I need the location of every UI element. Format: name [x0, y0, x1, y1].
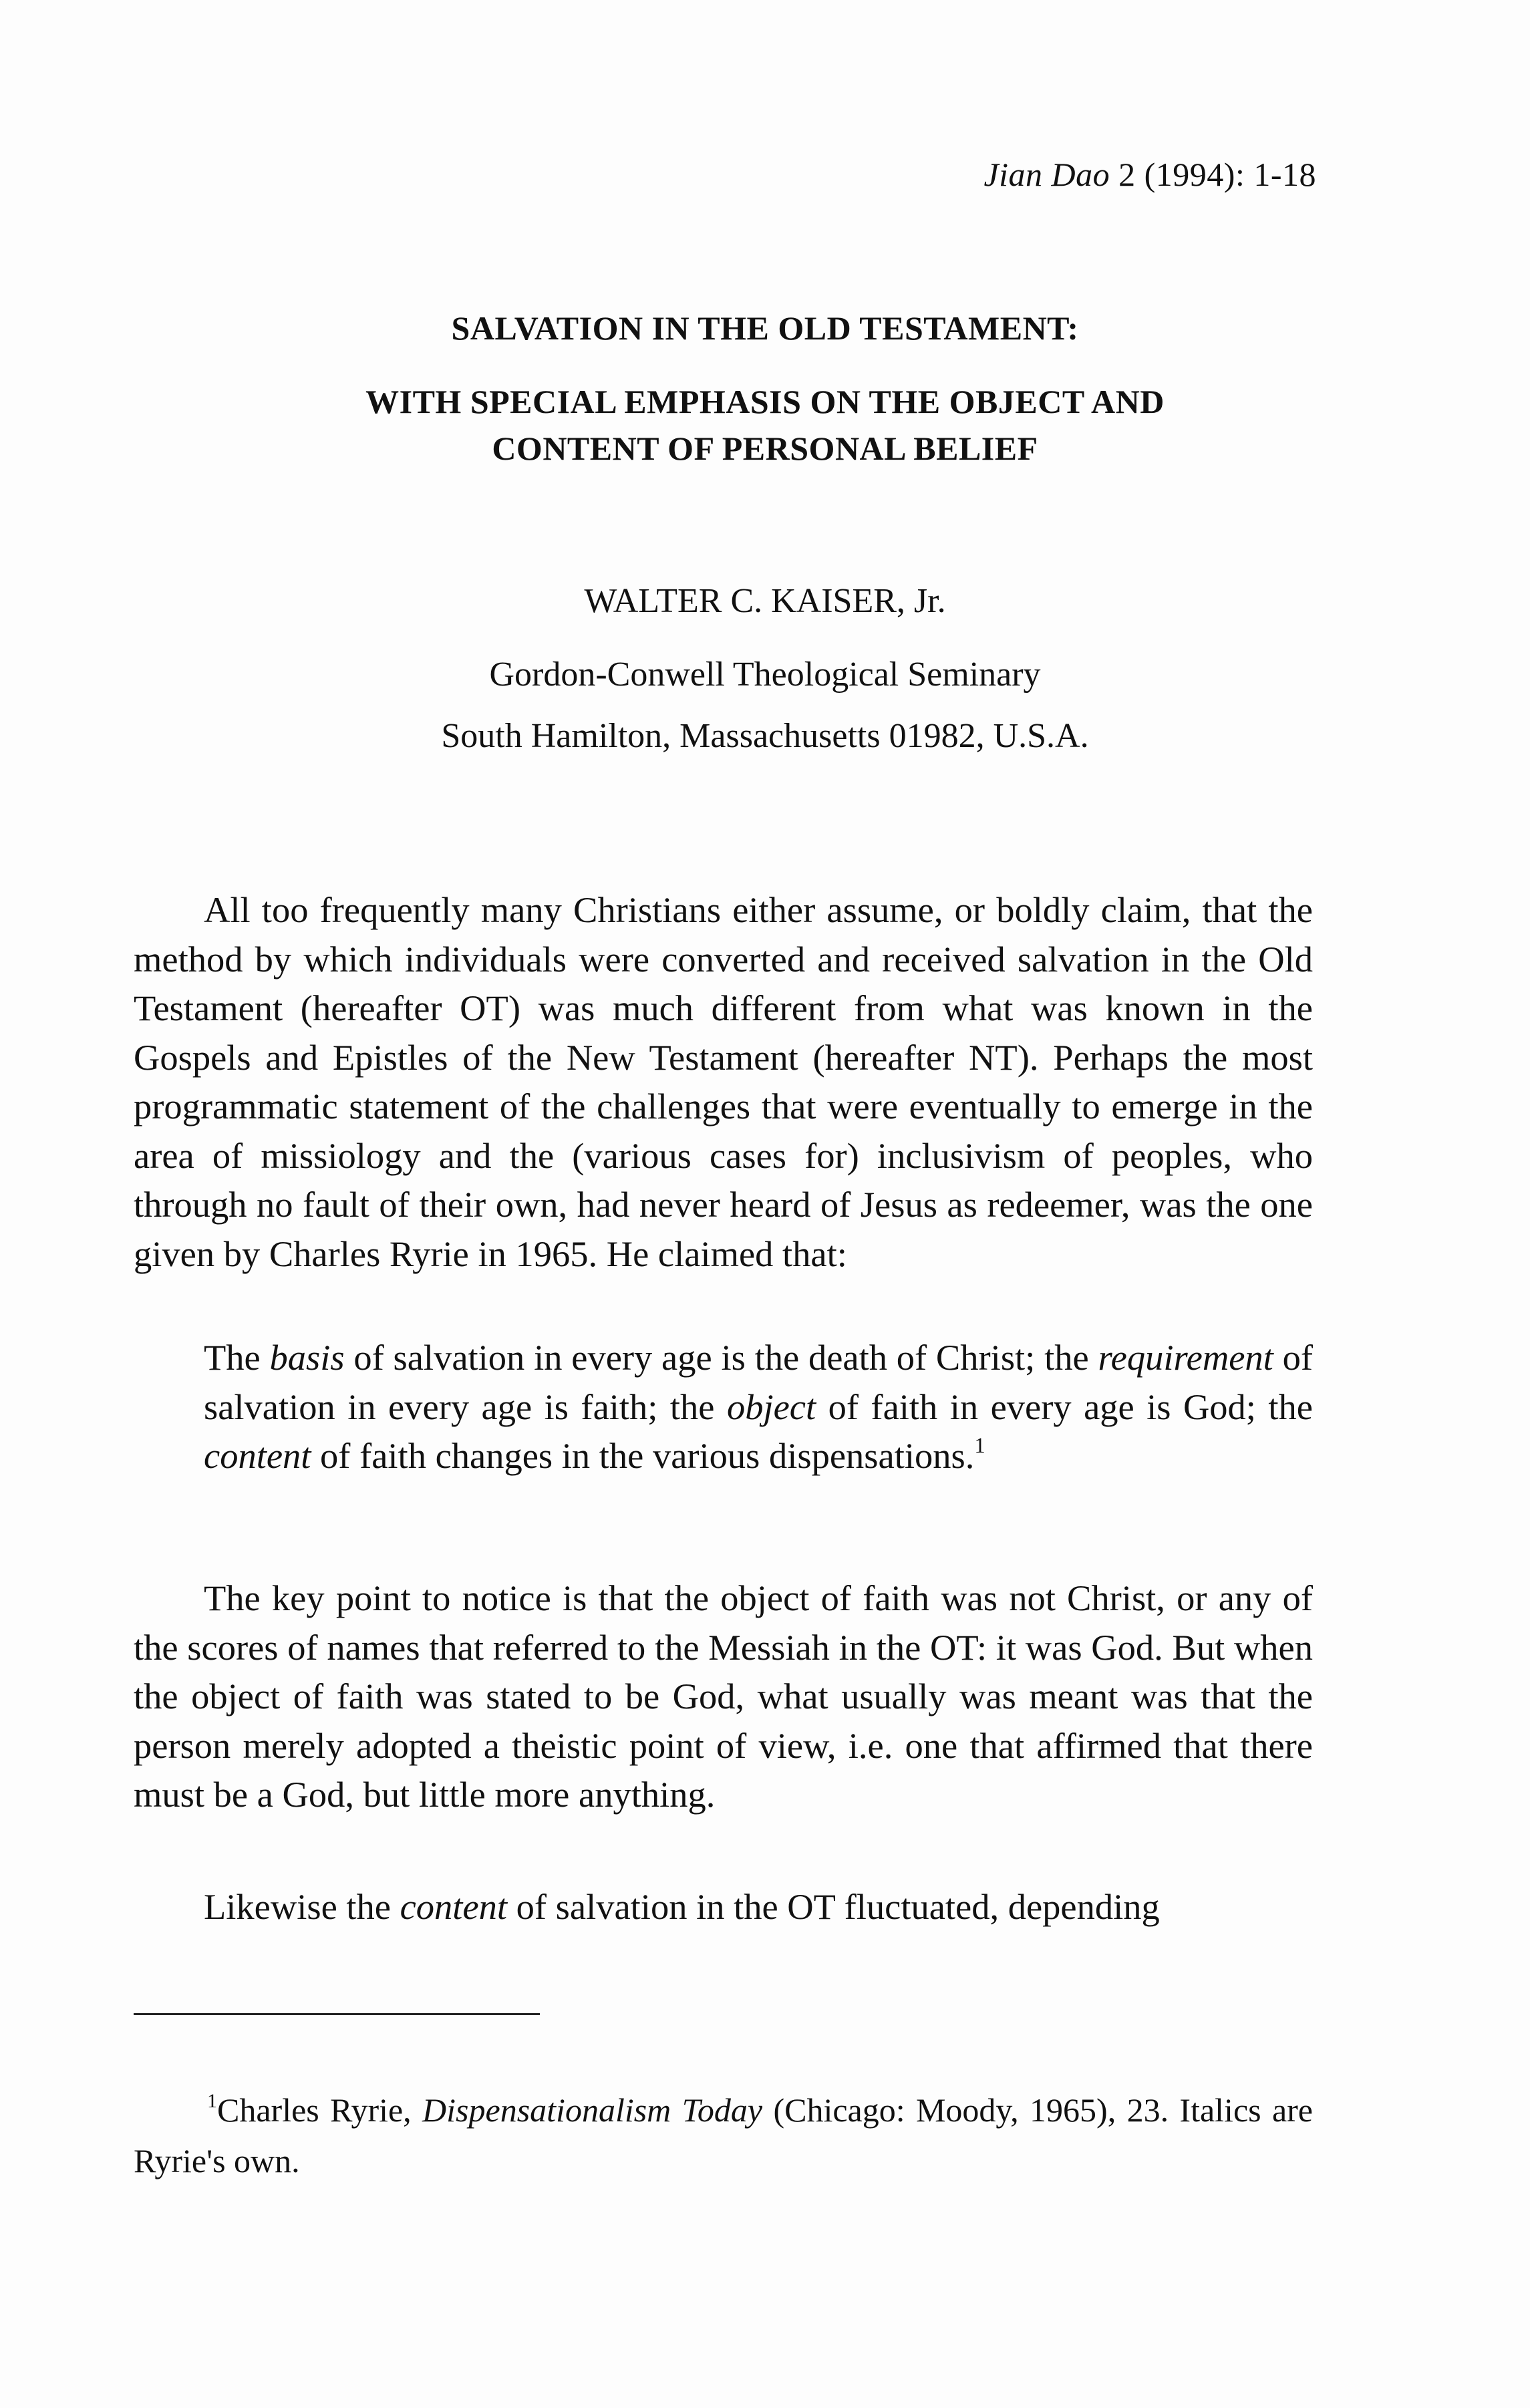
running-head	[983, 155, 1316, 194]
article-title-line-1: SALVATION IN THE OLD TESTAMENT:	[451, 309, 1079, 347]
quote-text: of salvation in every age is faith; the	[204, 1337, 1313, 1427]
footnote-book-title: Dispensationalism Today	[422, 2091, 763, 2129]
quote-emphasis: basis	[269, 1337, 345, 1378]
journal-name: Jian Dao	[983, 156, 1110, 193]
body-paragraph-3	[134, 1882, 1313, 1932]
quote-emphasis: requirement	[1098, 1337, 1273, 1378]
quote-text: of faith in every age is God; the	[816, 1386, 1313, 1427]
paragraph-text: of salvation in the OT fluctuated, depending	[507, 1886, 1160, 1927]
footnote-separator	[134, 2013, 540, 2015]
author-address: South Hamilton, Massachusetts 01982, U.S.A.	[441, 717, 1089, 755]
quote-text: The	[204, 1337, 270, 1378]
article-subtitle-line-2: CONTENT OF PERSONAL BELIEF	[492, 430, 1038, 467]
body-paragraph-2: The key point to notice is that the object of faith was not Christ, or any of the scores of names that referred to the Messiah in the OT: it was God. But when the object of faith was stated to be God, what usually was meant was that the person merely adopted a theistic point of view, i.e. one that affirmed that there must be a God, but little more anything.	[134, 1577, 1313, 1815]
quote-text: of salvation in every age is the death of Christ; the	[344, 1337, 1098, 1378]
body-paragraph-1: All too frequently many Christians either assume, or boldly claim, that the method by which individuals were converted and received salvation in the Old Testament (hereafter OT) was much different from what was known in the Gospels and Epistles of the New Testament (hereafter NT). Perhaps the most programmatic statement of the challenges that were eventually to emerge in the area of missiology and the (various cases for) inclusivism of peoples, who through no fault of their own, had never heard of Jesus as redeemer, was the one given by Charles Ryrie in 1965. He claimed that:	[134, 889, 1313, 1274]
paragraph-text: Likewise the	[204, 1886, 400, 1927]
quote-emphasis: object	[726, 1386, 816, 1427]
author-institution: Gordon-Conwell Theological Seminary	[489, 655, 1041, 694]
footnote	[134, 2085, 1313, 2186]
footnote-text: (Chicago: Moody, 1965), 23. Italics are Ryrie's own.	[134, 2091, 1313, 2179]
block-quote	[204, 1333, 1313, 1481]
footnote-reference[interactable]: 1	[974, 1434, 985, 1459]
quote-emphasis: content	[204, 1435, 311, 1476]
paragraph-emphasis: content	[400, 1886, 508, 1927]
article-subtitle-line-1: WITH SPECIAL EMPHASIS ON THE OBJECT AND	[365, 383, 1165, 420]
footnote-text: Charles Ryrie,	[217, 2091, 423, 2129]
quote-text: of faith changes in the various dispensations.	[311, 1435, 975, 1476]
journal-citation: 2 (1994): 1-18	[1110, 156, 1316, 193]
footnote-number: 1	[207, 2090, 217, 2112]
author-name: WALTER C. KAISER, Jr.	[584, 582, 946, 620]
